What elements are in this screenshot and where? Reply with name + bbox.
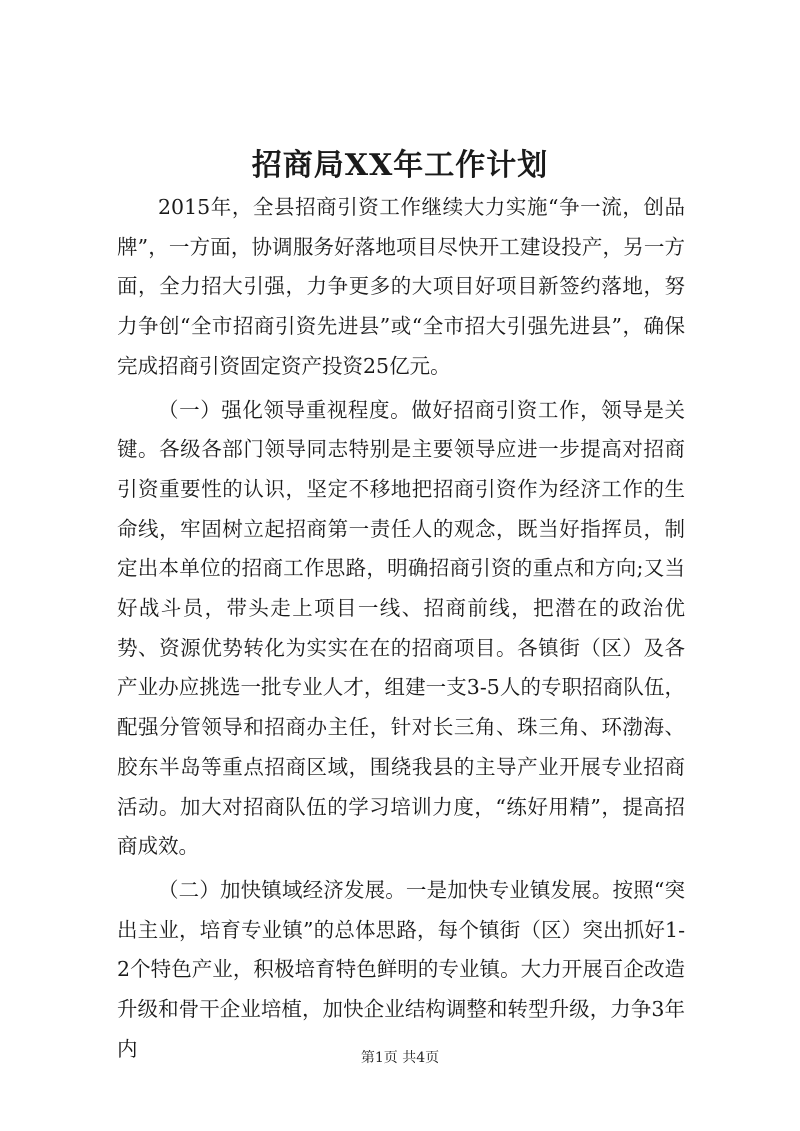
page-number-footer: 第1页 共4页 [360, 1050, 440, 1066]
document-title: 招商局XX年工作计划 [251, 148, 549, 183]
paragraph-section-2: （二）加快镇域经济发展。一是加快专业镇发展。按照“突出主业，培育专业镇”的总体思路，每个镇街（区）突出抓好1-2个特色产业，积极培育特色鲜明的专业镇。大力开展百企改造升级和骨干企业培植，加快企业结构调整和转型升级，力争3年内 [117, 877, 685, 1061]
paragraph-intro: 2015年，全县招商引资工作继续大力实施“争一流，创品牌”，一方面，协调服务好落地项目尽快开工建设投产，另一方面，全力招大引强，力争更多的大项目好项目新签约落地，努力争创“全市招商引资先进县”或“全市招大引强先进县”，确保完成招商引资固定资产投资25亿元。 [117, 195, 685, 378]
document-body [117, 188, 685, 1073]
paragraph-section-1: （一）强化领导重视程度。做好招商引资工作，领导是关键。各级各部门领导同志特别是主要领导应进一步提高对招商引资重要性的认识，坚定不移地把招商引资作为经济工作的生命线，牢固树立起招商第一责任人的观念，既当好指挥员，制定出本单位的招商工作思路，明确招商引资的重点和方向;又当好战斗员，带头走上项目一线、招商前线，把潜在的政治优势、资源优势转化为实实在在的招商项目。各镇街（区）及各产业办应挑选一批专业人才，组建一支3-5人的专职招商队伍，配强分管领导和招商办主任，针对长三角、珠三角、环渤海、胶东半岛等重点招商区域，围绕我县的主导产业开展专业招商活动。加大对招商队伍的学习培训力度，“练好用精”，提高招商成效。 [117, 397, 685, 859]
